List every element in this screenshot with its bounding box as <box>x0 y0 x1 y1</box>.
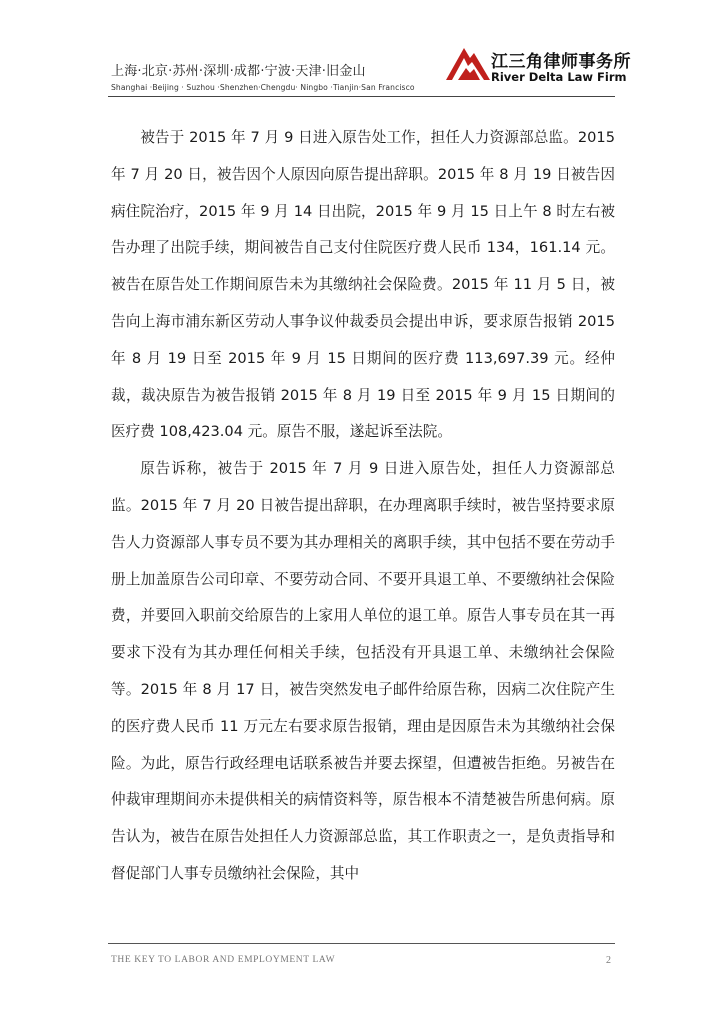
firm-name-cn: 江三角律师事务所 <box>491 52 631 72</box>
paragraph-2: 原告诉称，被告于 2015 年 7 月 9 日进入原告处，担任人力资源部总监。2015 年 7 月 20 日被告提出辞职，在办理离职手续时，被告坚持要求原告人力资源部人事专员不要为其办理相关的离职手续，其中包括不要在劳动手册上加盖原告公司印章、不要劳动合同、不要开具退工单、不要缴纳社会保险费，并要回入职前交给原告的上家用人单位的退工单。原告人事专员在其一再要求下没有为其办理任何相关手续，包括没有开具退工单、未缴纳社会保险等。2015 年 8 月 17 日，被告突然发电子邮件给原告称，因病二次住院产生的医疗费人民币 11 万元左右要求原告报销，理由是因原告未为其缴纳社会保险。为此，原告行政经理电话联系被告并要去探望，但遭被告拒绝。另被告在仲裁审理期间亦未提供相关的病情资料等，原告根本不清楚被告所患何病。原告认为，被告在原告处担任人力资源部总监，其工作职责之一，是负责指导和督促部门人事专员缴纳社会保险，其中 <box>111 460 615 882</box>
paragraph-1: 被告于 2015 年 7 月 9 日进入原告处工作，担任人力资源部总监。2015 年 7 月 20 日，被告因个人原因向原告提出辞职。2015 年 8 月 19 日被告因病住院治疗，2015 年 9 月 14 日出院，2015 年 9 月 15 日上午 8 时左右被告办理了出院手续，期间被告自己支付住院医疗费人民币 134，161.14 元。被告在原告处工作期间原告未为其缴纳社会保险费。2015 年 11 月 5 日，被告向上海市浦东新区劳动人事争议仲裁委员会提出申诉，要求原告报销 2015 年 8 月 19 日至 2015 年 9 月 15 日期间的医疗费 113,697.39 元。经仲裁，裁决原告为被告报销 2015 年 8 月 19 日至 2015 年 9 月 15 日期间的医疗费 108,423.04 元。原告不服，遂起诉至法院。 <box>111 129 615 441</box>
body-text <box>111 120 615 893</box>
footer-divider <box>108 943 615 944</box>
mountain-logo-icon <box>444 42 494 82</box>
page-number: 2 <box>606 955 611 966</box>
header-cities-en: Shanghai ·Beijing · Suzhou ·Shenzhen·Chengdu· Ningbo ·Tianjin·San Francisco <box>111 83 415 92</box>
firm-name-en: River Delta Law Firm <box>491 70 627 84</box>
header-cities-cn: 上海·北京·苏州·深圳·成都·宁波·天津·旧金山 <box>111 64 366 79</box>
header-divider <box>108 96 615 97</box>
footer-title: THE KEY TO LABOR AND EMPLOYMENT LAW <box>111 955 336 965</box>
